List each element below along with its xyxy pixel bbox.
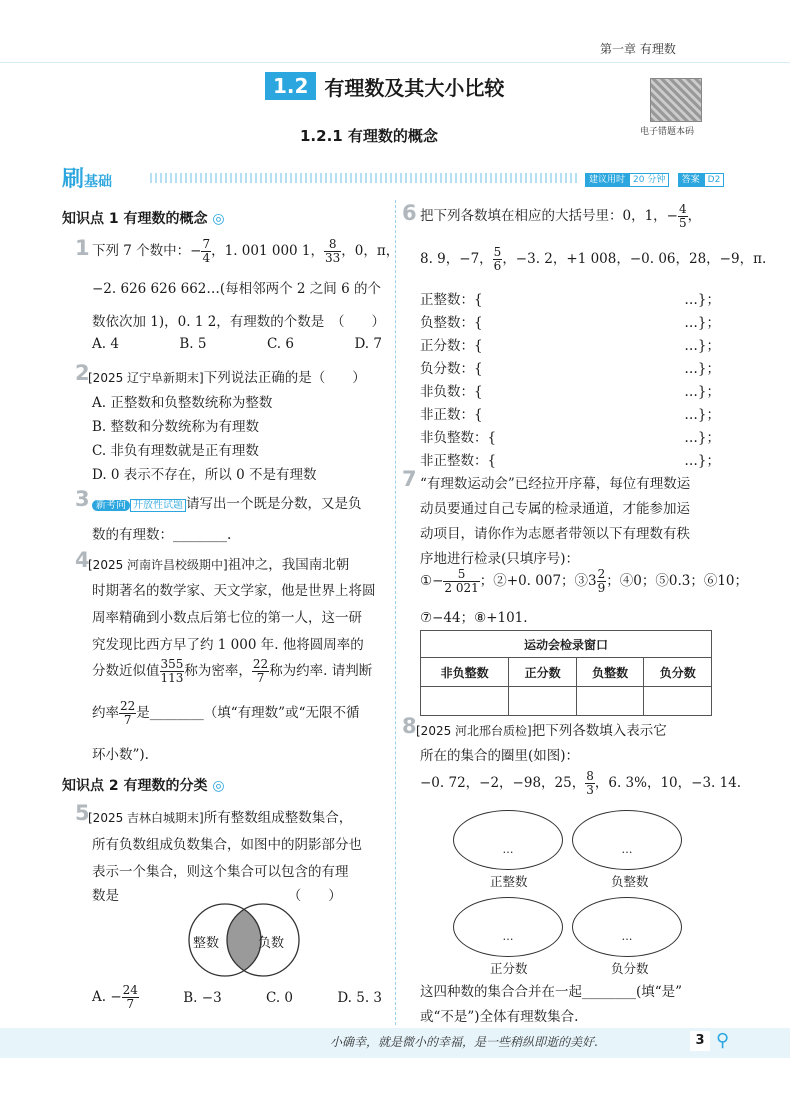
set-label: 负整数：{ — [420, 315, 483, 331]
fraction — [493, 246, 503, 273]
venn-left-label: 整数 — [193, 936, 220, 951]
band-dots — [150, 173, 580, 183]
q5-line2: 所有负数组成负数集合，如图中的阴影部分也 — [92, 837, 362, 853]
numerator: 24 — [122, 983, 138, 997]
q2-line1 — [88, 366, 366, 386]
q7-line1: “有理数运动会”已经拉开序幕，每位有理数运 — [420, 476, 691, 492]
q6-text: ，−3. 2，+1 008，−0. 06，28，−9，π. — [502, 251, 767, 267]
ellipse-label: 正整数 — [490, 874, 528, 889]
section-number: 1.2 — [265, 72, 316, 100]
set-ellipse-negative-integer[interactable] — [572, 810, 682, 870]
table-header: 非负整数 — [421, 658, 509, 687]
q3-line2: 数的有理数：________. — [92, 527, 232, 543]
q1-text: ，0，π， — [341, 243, 400, 259]
numerator: 22 — [252, 657, 269, 671]
q4-number: 4 — [75, 548, 90, 572]
q4-source-tag: [2025 河南许昌校级期中] — [88, 558, 228, 572]
q2-option-a[interactable]: A. 正整数和负整数统称为整数 — [92, 395, 273, 411]
q7-number: 7 — [402, 467, 417, 491]
numerator: 8 — [586, 769, 594, 783]
q3-line1 — [92, 492, 362, 512]
ellipse-dots: … — [502, 843, 514, 856]
set-row[interactable] — [420, 449, 720, 472]
set-end: …}； — [684, 384, 720, 400]
subsection-title: 1.2.1 有理数的概念 — [300, 127, 438, 145]
numerator: 2 — [597, 567, 606, 581]
set-row[interactable] — [420, 334, 720, 357]
option-a[interactable] — [92, 984, 139, 1011]
q1-line3: 数依次加 1)，0. 1 2̇，有理数的个数是 （ ） — [92, 314, 386, 330]
open-question-badge: 开放性试题 — [130, 499, 186, 512]
q2-number: 2 — [75, 361, 90, 385]
fraction — [585, 770, 595, 797]
set-row[interactable] — [420, 380, 720, 403]
q7-text: ；②+0. 007；③3 — [479, 573, 597, 589]
fraction — [443, 568, 479, 595]
ellipse-dots: … — [621, 930, 633, 943]
table-header: 正分数 — [509, 658, 577, 687]
set-label: 负分数：{ — [420, 361, 483, 377]
q5-line4: 数是 （ ） — [92, 888, 342, 904]
set-end: …}； — [684, 315, 720, 331]
q7-line6: ⑦−44；⑧+101. — [420, 610, 528, 626]
q7-line3: 动项目，请你作为志愿者带领以下有理数有秩 — [420, 526, 690, 542]
fraction — [160, 658, 185, 685]
q4-text: 是________（填“有理数”或“无限不循 — [136, 705, 360, 721]
option-a-text: A. − — [92, 989, 122, 1005]
q4-text: 称为约率. 请判断 — [269, 663, 373, 679]
set-label: 非负数：{ — [420, 384, 483, 400]
kp1-label: 知识点 1 有理数的概念 — [62, 211, 208, 227]
q5-line1 — [88, 806, 352, 826]
fraction — [201, 238, 211, 265]
table-cell[interactable] — [644, 687, 712, 716]
numerator: 7 — [202, 237, 211, 251]
q4-line5 — [92, 658, 372, 685]
q1-options — [92, 336, 382, 352]
set-label: 非正整数：{ — [420, 453, 497, 469]
q7-text: ；④0；⑤0.3̇；⑥10； — [606, 573, 749, 589]
numerator: 5 — [493, 245, 502, 259]
ellipse-label: 负分数 — [611, 961, 649, 976]
q8-line3 — [420, 770, 741, 797]
section-title — [265, 68, 504, 104]
fraction — [597, 568, 607, 595]
chapter-label: 第一章 有理数 — [600, 42, 676, 56]
q4-text: 称为密率， — [184, 663, 252, 679]
set-end: …}； — [684, 430, 720, 446]
numerator: 5 — [443, 568, 479, 582]
set-ellipse-positive-fraction[interactable] — [453, 897, 563, 957]
table-cell[interactable] — [421, 687, 509, 716]
qr-label: 电子错题本码 — [640, 127, 695, 137]
q5-options — [92, 984, 382, 1011]
new-trend-badge: 新考向 — [92, 500, 130, 511]
denominator: 33 — [325, 251, 341, 265]
table-cell[interactable] — [509, 687, 577, 716]
option-c[interactable]: C. 6 — [266, 336, 294, 352]
denominator: 7 — [256, 671, 265, 685]
answer-page: D2 — [704, 173, 725, 187]
q4-line1 — [88, 553, 349, 573]
denominator: 113 — [160, 671, 184, 685]
q3-text: 请写出一个既是分数，又是负 — [186, 496, 362, 512]
column-divider — [395, 200, 396, 1025]
set-end: …}； — [684, 407, 720, 423]
q4-line4: 究发现比西方早了约 1 000 年. 他将圆周率的 — [92, 637, 364, 653]
denominator: 4 — [202, 251, 211, 265]
jichu-label: 基础 — [84, 174, 113, 190]
denominator: 7 — [123, 713, 132, 727]
denominator: 9 — [597, 581, 606, 595]
q5-source-tag: [2025 吉林白城期末] — [88, 811, 204, 825]
option-b[interactable]: B. 5 — [179, 336, 207, 352]
q4-text: 约率 — [92, 705, 119, 721]
set-row[interactable] — [420, 426, 720, 449]
q6-text: ， — [687, 208, 702, 224]
target-icon: ◎ — [212, 211, 225, 227]
table-header: 负分数 — [644, 658, 712, 687]
ellipse-label: 负整数 — [611, 874, 649, 889]
set-row[interactable] — [420, 288, 720, 311]
q2-option-d[interactable]: D. 0 表示不存在，所以 0 不是有理数 — [92, 467, 317, 483]
q8-text: 把下列各数填入表示它 — [531, 723, 667, 739]
q8-line2: 所在的集合的圈里(如图)： — [420, 748, 580, 764]
q8-number: 8 — [402, 714, 417, 738]
set-row[interactable] — [420, 403, 720, 426]
q7-line5 — [420, 568, 748, 595]
table-title: 运动会检录窗口 — [421, 631, 712, 658]
set-label: 非负整数：{ — [420, 430, 497, 446]
q6-sets — [420, 288, 720, 472]
numerator: 22 — [120, 699, 136, 713]
target-icon: ◎ — [212, 778, 225, 794]
q4-line3: 周率精确到小数点后第七位的第一人，这一研 — [92, 610, 362, 626]
q2-option-b[interactable]: B. 整数和分数统称为有理数 — [92, 419, 260, 435]
set-end: …}； — [684, 292, 720, 308]
section-heading: 有理数及其大小比较 — [324, 75, 505, 100]
page-number: 3 — [690, 1031, 710, 1051]
q6-number: 6 — [402, 201, 417, 225]
set-row[interactable] — [420, 357, 720, 380]
checkin-table — [420, 630, 712, 716]
time-value: 20 分钟 — [629, 173, 669, 187]
q7-line2: 动员要通过自己专属的检录通道，才能参加运 — [420, 501, 690, 517]
ellipse-label: 正分数 — [490, 961, 528, 976]
venn-right-label: 负数 — [258, 936, 285, 951]
q1-number: 1 — [75, 236, 90, 260]
denominator: 6 — [493, 259, 502, 273]
set-ellipse-negative-fraction[interactable] — [572, 897, 682, 957]
table-header: 负整数 — [576, 658, 644, 687]
footer-quote: 小确幸，就是微小的幸福，是一些稍纵即逝的美好. — [330, 1035, 598, 1049]
q2-option-c[interactable]: C. 非负有理数就是正有理数 — [92, 443, 259, 459]
numerator: 4 — [679, 202, 687, 216]
fraction — [678, 203, 688, 230]
set-ellipse-positive-integer[interactable] — [453, 810, 563, 870]
set-row[interactable] — [420, 311, 720, 334]
q5-text: 所有整数组成整数集合， — [203, 810, 353, 826]
header-rule — [0, 62, 790, 63]
q8-source-tag: [2025 河北邢台质检] — [416, 724, 532, 738]
knowledge-point-1 — [62, 208, 225, 228]
kp2-label: 知识点 2 有理数的分类 — [62, 778, 208, 794]
option-d[interactable]: D. 7 — [354, 336, 382, 352]
q1-line2: −2. 626 626 662…(每相邻两个 2 之间 6 的个 — [92, 281, 381, 297]
knowledge-point-2 — [62, 775, 225, 795]
ellipse-dots: … — [502, 930, 514, 943]
q7-line4: 序地进行检录(只填序号)： — [420, 551, 580, 567]
q8-text: ，6. 3%，10，−3. 14. — [594, 775, 742, 791]
q4-text: 分数近似值 — [92, 663, 160, 679]
option-b[interactable]: B. −3 — [183, 989, 222, 1006]
set-label: 非正数：{ — [420, 407, 483, 423]
denominator: 5 — [679, 216, 687, 230]
option-a[interactable]: A. 4 — [92, 336, 119, 352]
set-label: 正整数：{ — [420, 292, 483, 308]
denominator: 2 021 — [444, 581, 479, 595]
q1-text: 下列 7 个数中：− — [92, 243, 202, 259]
q3-number: 3 — [75, 487, 90, 511]
q1-text: ，1. 001 000 1， — [211, 243, 325, 259]
shua-label: 刷 — [62, 167, 85, 192]
fraction — [252, 658, 269, 685]
denominator: 3 — [586, 783, 594, 797]
q7-text: ①− — [420, 573, 444, 589]
table-cell[interactable] — [576, 687, 644, 716]
answer-label: 答案 — [678, 173, 704, 187]
fraction — [119, 700, 136, 727]
time-label: 建议用时 — [585, 173, 629, 187]
q5-number: 5 — [75, 801, 90, 825]
q2-source-tag: [2025 辽宁阜新期末] — [88, 371, 204, 385]
numerator: 355 — [160, 657, 184, 671]
option-c[interactable]: C. 0 — [265, 989, 293, 1006]
q5-line3: 表示一个集合，则这个集合可以包含的有理 — [92, 864, 349, 880]
q8-line5: 或“不是”)全体有理数集合. — [420, 1009, 579, 1025]
q1-line1 — [92, 238, 399, 265]
set-label: 正分数：{ — [420, 338, 483, 354]
set-end: …}； — [684, 453, 720, 469]
q4-text: 祖冲之，我国南北朝 — [227, 557, 350, 573]
q4-line7: 环小数”). — [92, 747, 149, 763]
q2-stem: 下列说法正确的是（ ） — [203, 370, 366, 386]
numerator: 8 — [324, 238, 341, 252]
fraction — [324, 238, 341, 265]
q6-text: 8. 9，−7， — [420, 251, 493, 267]
ellipse-dots: … — [621, 843, 633, 856]
q8-text: −0. 72，−2，−98，25， — [420, 775, 586, 791]
chapter-header — [600, 40, 730, 62]
compass-icon: ⚲ — [716, 1030, 730, 1051]
option-d[interactable]: D. 5. 3 — [337, 989, 382, 1006]
q8-line4: 这四种数的集合合并在一起________(填“是” — [420, 984, 683, 1000]
fraction — [122, 984, 139, 1011]
q6-line2 — [420, 246, 766, 273]
q4-line6 — [92, 700, 360, 727]
set-end: …}； — [684, 338, 720, 354]
q4-line2: 时期著名的数学家、天文学家，他是世界上将圆 — [92, 583, 376, 599]
time-hint — [585, 170, 724, 186]
q6-text: 把下列各数填在相应的大括号里：0，1，− — [420, 208, 678, 224]
denominator: 7 — [126, 997, 135, 1011]
set-end: …}； — [684, 361, 720, 377]
qr-code[interactable] — [650, 78, 702, 122]
q6-line1 — [420, 203, 701, 230]
q8-line1 — [416, 719, 667, 739]
